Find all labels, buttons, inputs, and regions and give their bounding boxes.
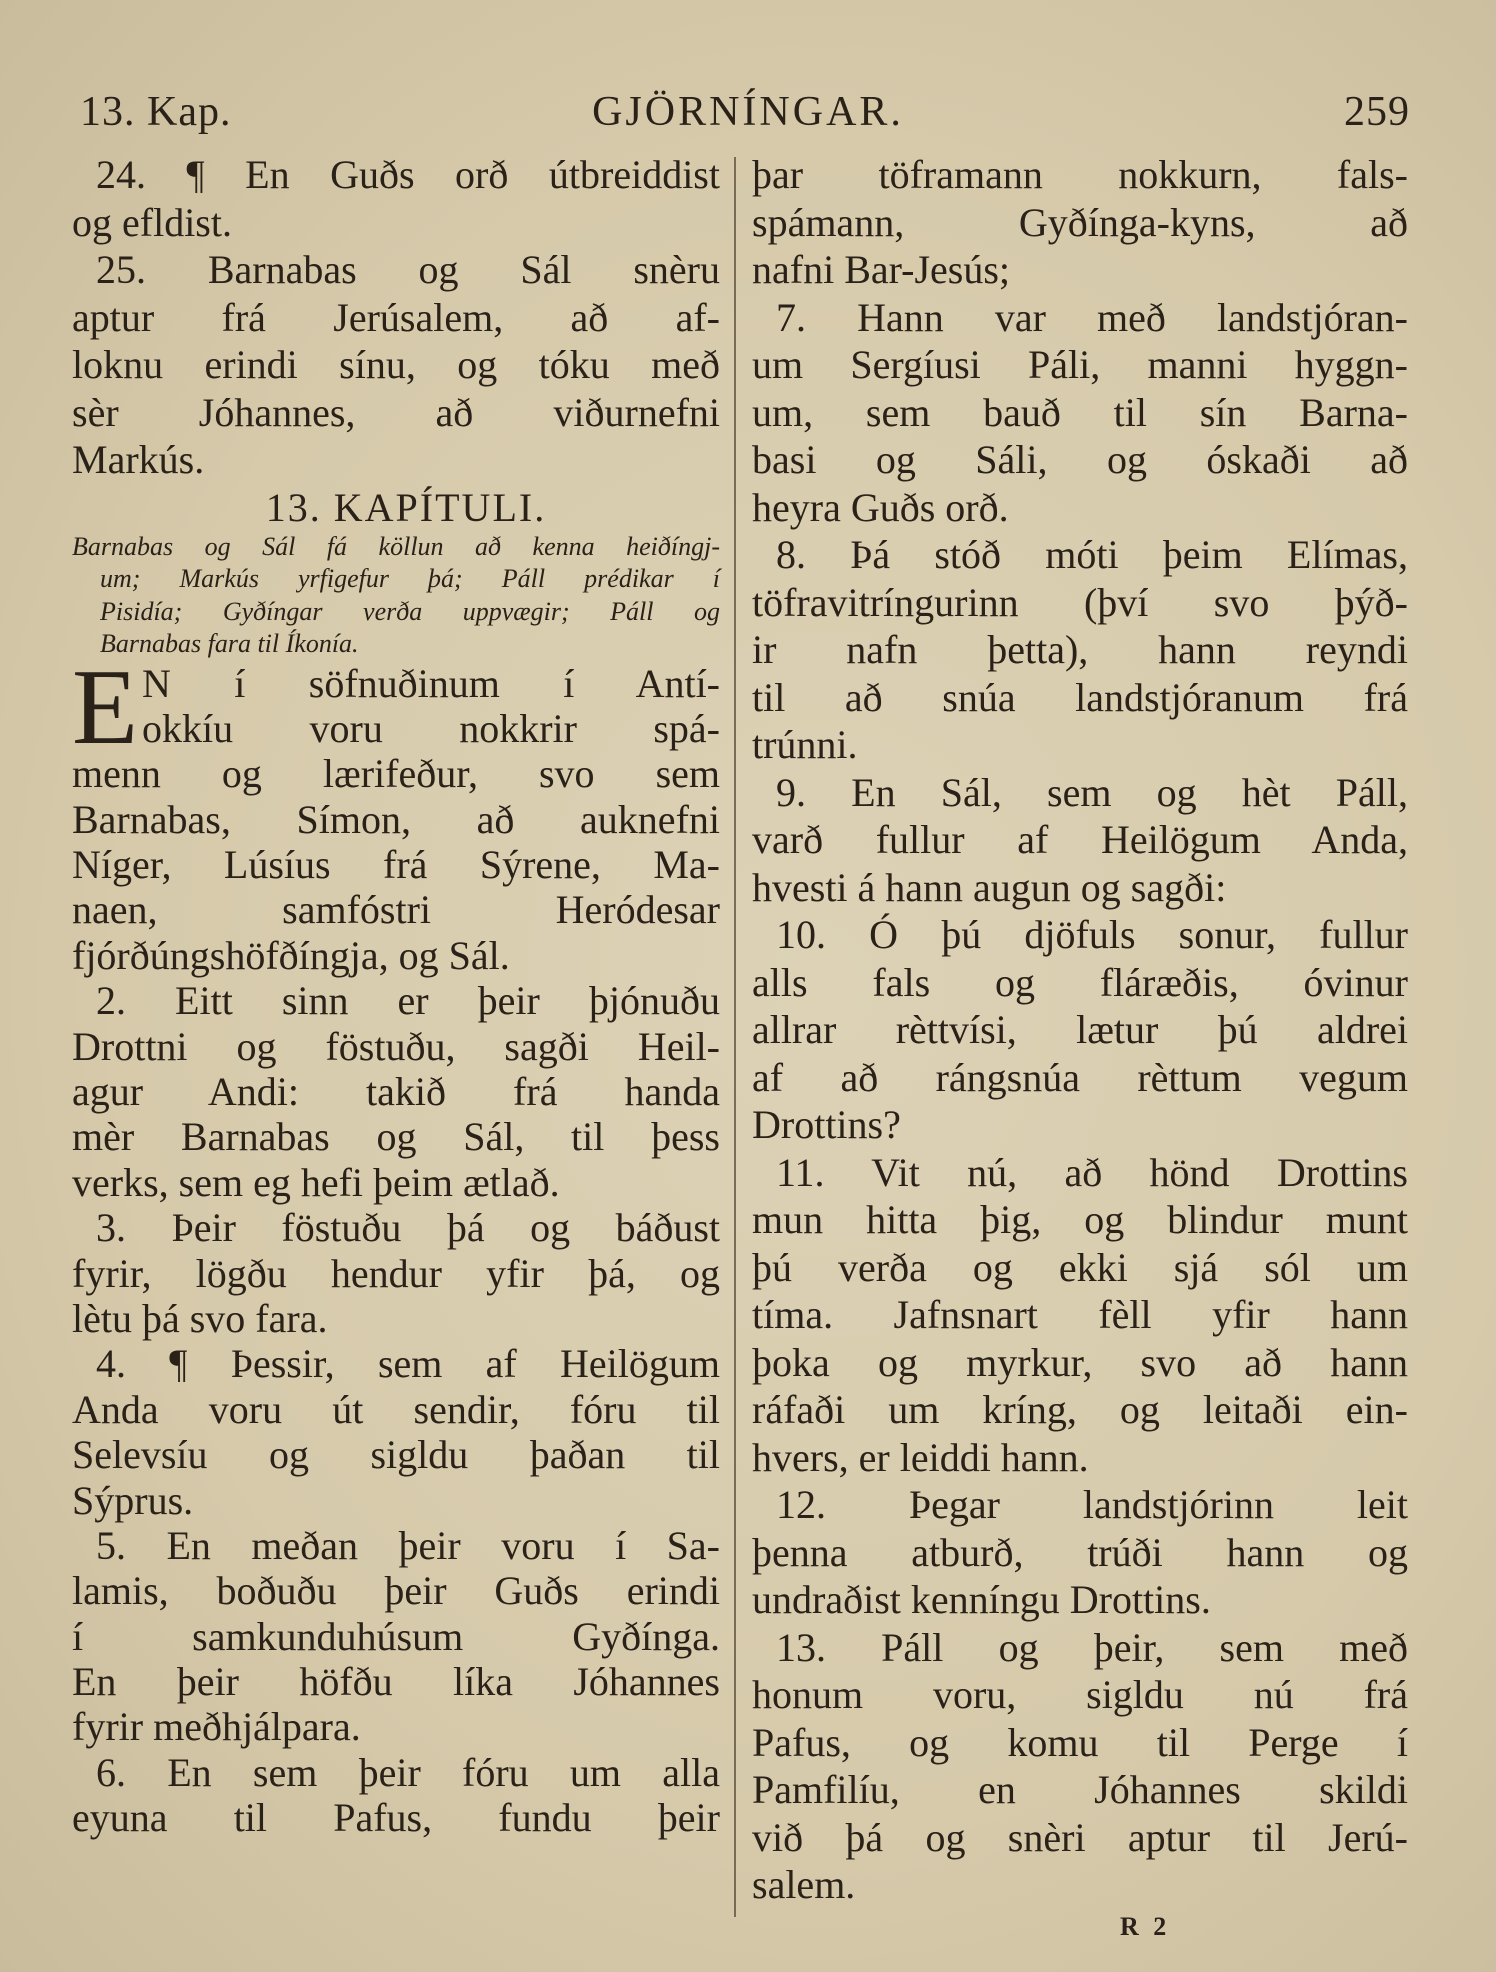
text-line: og efldist.: [72, 199, 232, 245]
verse-paragraph: [752, 1624, 1408, 1909]
text-line: 7. Hann var með landstjóran-: [776, 294, 1408, 340]
text-line: Pamfilíu, en Jóhannes skildi: [752, 1767, 1408, 1812]
opening-paragraph: [72, 647, 720, 979]
text-line: heyra Guðs orð.: [752, 484, 1009, 530]
text-line: fjórðúngshöfðíngja, og Sál.: [72, 932, 510, 978]
running-head-title: GJÖRNÍNGAR.: [592, 89, 904, 135]
text-line: menn og lærifeður, svo sem: [72, 751, 720, 797]
text-line: nafni Bar-Jesús;: [752, 247, 1011, 292]
verse-paragraph: [72, 1341, 720, 1523]
text-line: Pafus, og komu til Perge í: [752, 1719, 1408, 1765]
verse-paragraph: [752, 911, 1408, 1149]
text-line: 4. ¶ Þessir, sem af Heilögum: [96, 1341, 720, 1387]
verse-paragraph: [72, 246, 720, 484]
text-line: spámann, Gyðínga-kyns, að: [752, 199, 1408, 245]
signature-mark: R 2: [1120, 1912, 1171, 1941]
text-line: sèr Jóhannes, að viðurnefni: [72, 389, 720, 435]
text-line: eyuna til Pafus, fundu þeir: [72, 1795, 720, 1841]
text-line: þenna atburð, trúði hann og: [752, 1529, 1408, 1575]
text-line: fyrir, lögðu hendur yfir þá, og: [72, 1250, 720, 1296]
text-line: En þeir höfðu líka Jóhannes: [72, 1659, 720, 1705]
text-line: töfravitríngurinn (því svo þýð-: [752, 579, 1408, 625]
verse-paragraph: [752, 531, 1408, 769]
text-line: Selevsíu og sigldu þaðan til: [72, 1432, 720, 1478]
text-line: 25. Barnabas og Sál snèru: [96, 247, 720, 292]
text-line: lamis, boðuðu þeir Guðs erindi: [72, 1568, 720, 1614]
text-line: 6. En sem þeir fóru um alla: [96, 1749, 720, 1795]
text-line: agur Andi: takið frá handa: [72, 1069, 720, 1115]
text-line: trúnni.: [752, 722, 858, 767]
text-line: hvesti á hann augun og sagði:: [752, 864, 1227, 910]
text-line: hvers, er leiddi hann.: [752, 1434, 1089, 1480]
verse-paragraph: [72, 151, 720, 246]
text-line: Pisidía; Gyðíngar verða uppvægir; Páll og: [100, 596, 720, 626]
text-line: 24. ¶ En Guðs orð útbreiddist: [96, 152, 720, 197]
text-line: 10. Ó þú djöfuls sonur, fullur: [776, 912, 1408, 957]
text-line: Níger, Lúsíus frá Sýrene, Ma-: [72, 842, 720, 888]
left-column: [72, 151, 720, 1841]
text-line: þoka og myrkur, svo að hann: [752, 1339, 1408, 1385]
text-line: 8. Þá stóð móti þeim Elímas,: [776, 532, 1408, 577]
text-line: N í söfnuðinum í Antí-: [142, 660, 720, 706]
text-line: Barnabas og Sál fá köllun að kenna heiðíngj-: [72, 531, 720, 561]
text-line: salem.: [752, 1862, 856, 1907]
text-line: um, sem bauð til sín Barna-: [752, 389, 1408, 435]
text-line: Drottni og föstuðu, sagði Heil-: [72, 1023, 720, 1069]
text-line: við þá og snèri aptur til Jerú-: [752, 1814, 1408, 1860]
text-line: Markús.: [72, 437, 205, 482]
verse-paragraph: [752, 1149, 1408, 1482]
text-line: 5. En meðan þeir voru í Sa-: [96, 1522, 720, 1568]
text-line: fyrir meðhjálpara.: [72, 1704, 361, 1750]
text-line: alls fals og fláræðis, óvinur: [752, 959, 1408, 1005]
text-line: Drottins?: [752, 1102, 901, 1147]
verse-paragraph: [72, 1750, 720, 1841]
text-line: ráfaði um kríng, og leitaði ein-: [752, 1387, 1408, 1432]
text-line: verks, sem eg hefi þeim ætlað.: [72, 1159, 560, 1205]
text-line: þar töframann nokkurn, fals-: [752, 152, 1408, 197]
text-line: allrar rèttvísi, lætur þú aldrei: [752, 1007, 1408, 1052]
text-line: um; Markús yrfigefur þá; Páll prédikar í: [100, 564, 720, 593]
running-head-chapter: 13. Kap.: [80, 89, 232, 135]
verse-paragraph: [752, 151, 1408, 294]
text-line: 2. Eitt sinn er þeir þjónuðu: [96, 978, 720, 1024]
text-line: naen, samfóstri Heródesar: [72, 887, 720, 933]
text-line: Barnabas, Símon, að auknefni: [72, 796, 720, 842]
text-line: í samkunduhúsum Gyðínga.: [72, 1613, 720, 1659]
page-number: 259: [1344, 89, 1410, 135]
text-line: lètu þá svo fara.: [72, 1295, 328, 1341]
text-line: undraðist kenníngu Drottins.: [752, 1577, 1211, 1622]
verse-paragraph: [752, 294, 1408, 532]
text-line: af að rángsnúa rèttum vegum: [752, 1054, 1408, 1100]
verse-paragraph: [72, 1205, 720, 1341]
text-line: varð fullur af Heilögum Anda,: [752, 817, 1408, 862]
text-line: ir nafn þetta), hann reyndi: [752, 627, 1408, 672]
left-lower-verses: [72, 647, 720, 1841]
left-upper-verses: [72, 151, 720, 484]
chapter-heading: 13. KAPÍTULI.: [265, 484, 547, 530]
text-line: Barnabas fara til Íkonía.: [100, 629, 359, 658]
text-line: mun hitta þig, og blindur munt: [752, 1197, 1408, 1242]
text-line: mèr Barnabas og Sál, til þess: [72, 1114, 720, 1160]
chapter-summary: [72, 531, 720, 661]
text-line: 12. Þegar landstjórinn leit: [776, 1482, 1408, 1527]
drop-cap: E: [72, 647, 138, 767]
text-line: Anda voru út sendir, fóru til: [72, 1386, 720, 1432]
text-line: 13. Páll og þeir, sem með: [776, 1624, 1408, 1670]
text-line: honum voru, sigldu nú frá: [752, 1672, 1408, 1717]
text-line: þú verða og ekki sjá sól um: [752, 1244, 1408, 1290]
text-line: til að snúa landstjóranum frá: [752, 674, 1408, 720]
text-line: basi og Sáli, og óskaði að: [752, 437, 1408, 482]
verse-paragraph: [752, 769, 1408, 912]
verses: [72, 978, 720, 1840]
verse-paragraph: [72, 1523, 720, 1750]
right-column: [752, 151, 1408, 1909]
text-line: tíma. Jafnsnart fèll yfir hann: [752, 1292, 1408, 1337]
text-line: aptur frá Jerúsalem, að af-: [72, 294, 720, 340]
text-line: loknu erindi sínu, og tóku með: [72, 342, 720, 387]
text-line: okkíu voru nokkrir spá-: [142, 705, 720, 751]
text-line: 11. Vit nú, að hönd Drottins: [776, 1149, 1408, 1195]
text-line: um Sergíusi Páli, manni hyggn-: [752, 342, 1408, 387]
text-line: 3. Þeir föstuðu þá og báðust: [96, 1205, 720, 1251]
text-line: Sýprus.: [72, 1477, 194, 1523]
column-divider: [734, 157, 736, 1917]
text-line: 9. En Sál, sem og hèt Páll,: [776, 769, 1408, 815]
verse-paragraph: [72, 978, 720, 1205]
verse-paragraph: [752, 1481, 1408, 1624]
